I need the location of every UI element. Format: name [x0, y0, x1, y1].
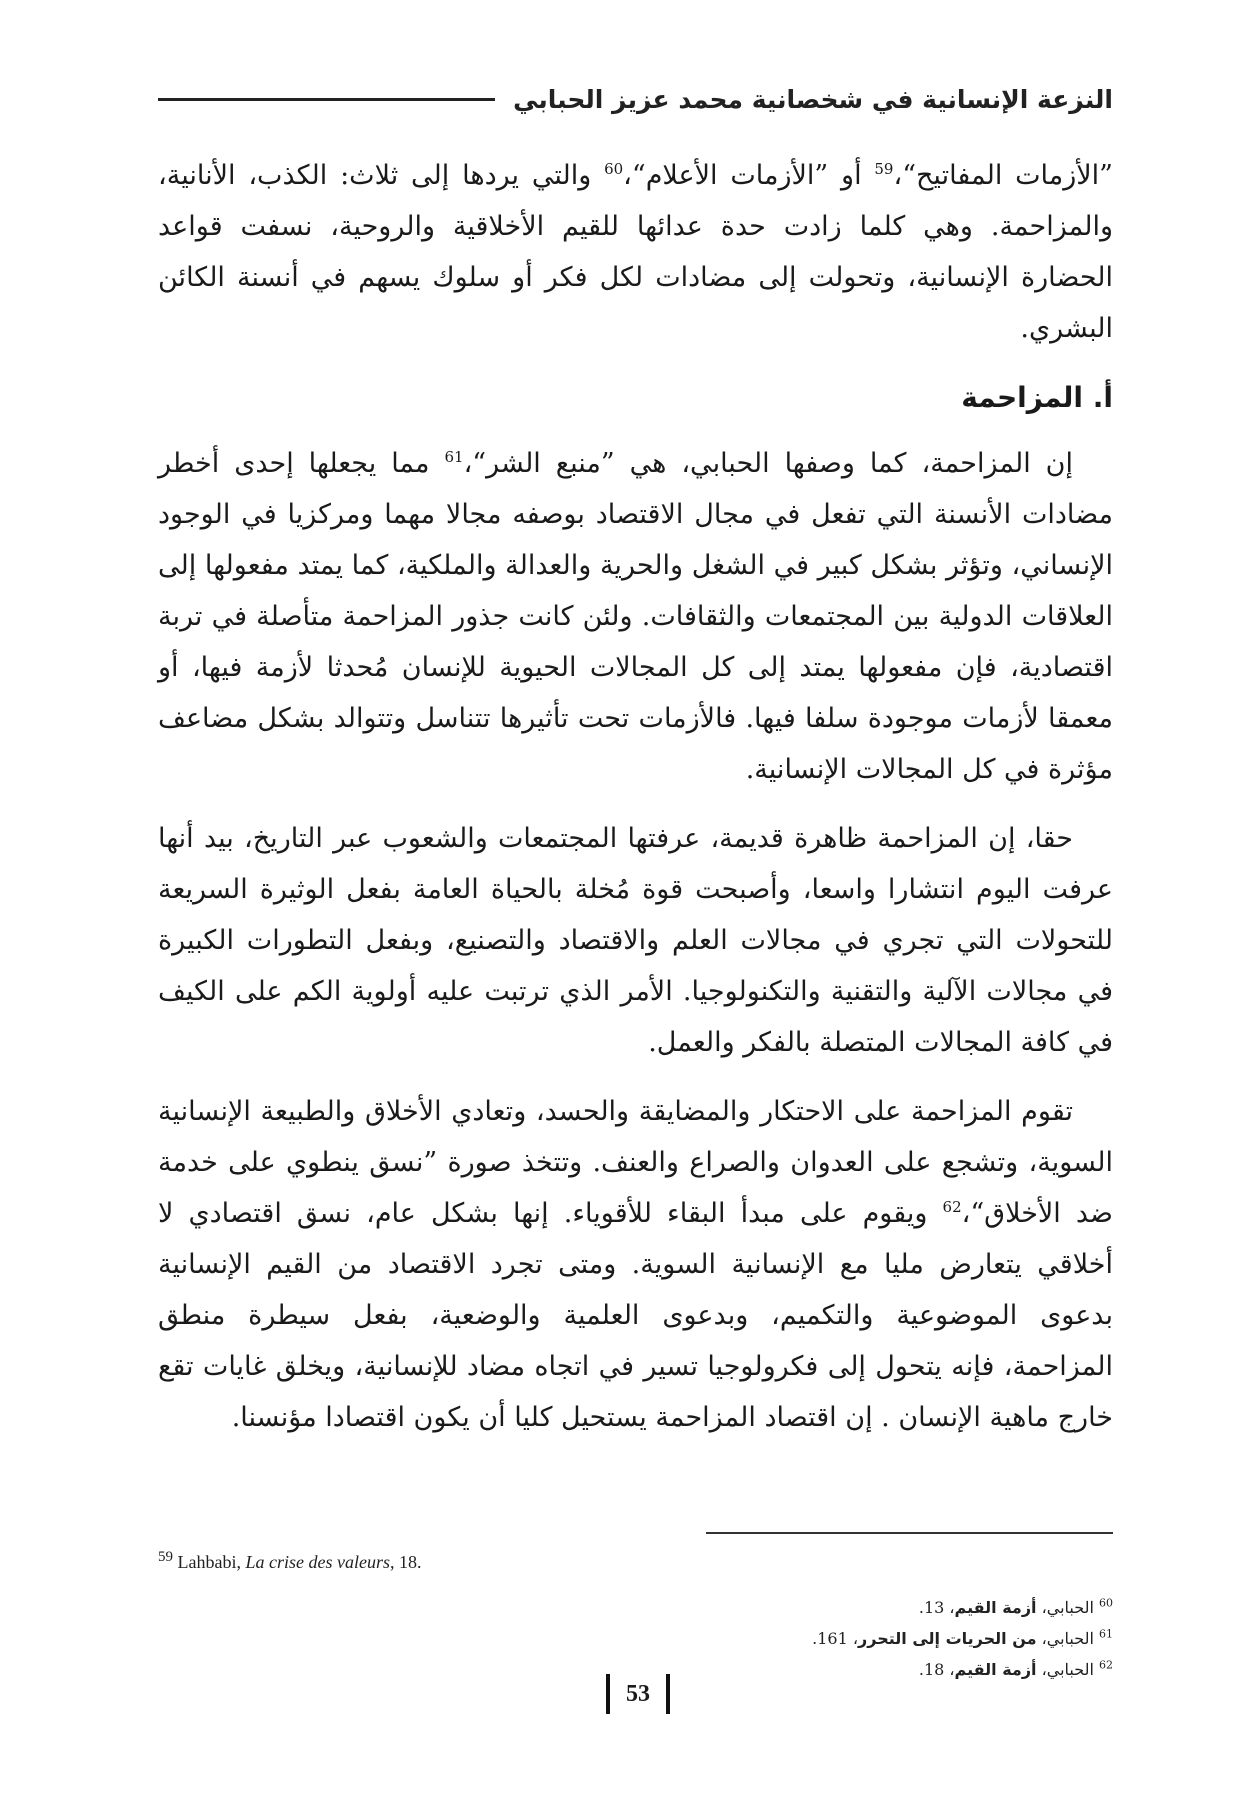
body-text [158, 150, 1113, 1461]
footnote-title: La crise des valeurs [245, 1552, 390, 1572]
footnote-author: الحبابي، [1036, 1598, 1094, 1617]
footnote-page: ، 18. [918, 1660, 955, 1679]
footnote-page: ، 13. [918, 1598, 955, 1617]
page-number: 53 [626, 1680, 650, 1707]
footnote-author: الحبابي، [1036, 1660, 1094, 1679]
paragraph-3-text-2: ويقوم على مبدأ البقاء للأقوياء. إنها بشكل عام، نسق اقتصادي لا أخلاقي يتعارض مليا مع الإنسانية السوية. ومتى تجرد الاقتصاد من القيم الإنسانية بدعوى الموضوعية والتكميم، وبدعوى العلمية والوضعية، بفعل سيطرة منطق المزاحمة، فإنه يتحول إلى فكرولوجيا تسير في اتجاه مضاد للإنسانية، ويخلق غايات تقع خارج ماهية الإنسان . إن اقتصاد المزاحمة يستحيل كليا أن يكون اقتصادا مؤنسنا. [158, 1198, 1113, 1433]
running-header [158, 82, 1113, 116]
footnote-title: أزمة القيم [954, 1598, 1037, 1617]
paragraph-2: حقا، إن المزاحمة ظاهرة قديمة، عرفتها المجتمعات والشعوب عبر التاريخ، بيد أنها عرفت اليوم انتشارا واسعا، وأصبحت قوة مُخلة بالحياة العامة بفعل الوثيرة السريعة للتحولات التي تجري في مجالات العلم والاقتصاد والتصنيع، وبفعل التطورات الكبيرة في مجالات الآلية والتقنية والتكنولوجيا. الأمر الذي ترتبت عليه أولوية الكم على الكيف في كافة المجالات المتصلة بالفكر والعمل. [158, 823, 1113, 1058]
page-number-block [596, 1672, 680, 1716]
footnote-number: 60 [1099, 1596, 1113, 1610]
footnote-page: , 18. [389, 1552, 422, 1572]
footnote-59 [158, 1549, 422, 1573]
footnote-rule [706, 1532, 1113, 1534]
footnote-number: 62 [1099, 1658, 1113, 1672]
footnote-author: الحبابي، [1036, 1629, 1094, 1648]
footnote-ref-62: 62 [942, 1198, 962, 1216]
paragraph-1-text-2: مما يجعلها إحدى أخطر مضادات الأنسنة التي تفعل في مجال الاقتصاد بوصفه مجالا مهما ومركزيا في الوجود الإنساني، وتؤثر بشكل كبير في الشغل والحرية والعدالة والملكية، كما يمتد مفعولها إلى العلاقات الدولية بين المجتمعات والثقافات. ولئن كانت جذور المزاحمة متأصلة في تربة اقتصادية، فإن مفعولها يمتد إلى كل المجالات الحيوية للإنسان مُحدثا لأزمة فيها، أو معمقا لأزمات موجودة سلفا فيها. فالأزمات تحت تأثيرها تتناسل وتتوالد بشكل مضاعف مؤثرة في كل المجالات الإنسانية. [158, 448, 1113, 785]
footnote-60 [158, 1592, 1113, 1623]
footnote-number: 61 [1099, 1627, 1113, 1641]
folio-bar-right [666, 1674, 670, 1714]
intro-text-3: والتي يردها إلى ثلاث: الكذب، الأنانية، والمزاحمة. وهي كلما زادت حدة عدائها للقيم الأخلاقية والروحية، نسفت قواعد الحضارة الإنسانية، وتحولت إلى مضادات لكل فكر أو سلوك يسهم في أنسنة الكائن البشري. [158, 160, 1113, 344]
footnote-61 [158, 1623, 1113, 1654]
footnote-ref-61: 61 [444, 448, 464, 466]
section-heading: أ. المزاحمة [961, 381, 1113, 414]
footnote-number: 59 [158, 1549, 173, 1565]
intro-text-1: ”الأزمات المفاتيح“، [893, 160, 1113, 191]
folio-bar-left [606, 1674, 610, 1714]
intro-text-2: أو ”الأزمات الأعلام“، [623, 160, 875, 191]
footnote-author: Lahbabi, [177, 1552, 246, 1572]
intro-paragraph [158, 150, 1113, 354]
footnote-title: أزمة القيم [954, 1660, 1037, 1679]
footnote-title: من الحريات إلى التحرر [858, 1629, 1037, 1648]
footnote-ref-59: 59 [874, 160, 894, 178]
paragraph-3 [158, 1086, 1113, 1443]
header-rule [158, 98, 495, 101]
paragraph-1-text-1: إن المزاحمة، كما وصفها الحبابي، هي ”منبع الشر“، [463, 448, 1073, 479]
paragraph-1 [158, 438, 1113, 795]
footnote-ref-60: 60 [604, 160, 624, 178]
paragraph-3-text-1: تقوم المزاحمة على الاحتكار والمضايقة والحسد، وتعادي الأخلاق والطبيعة الإنسانية السوية، وتشجع على العدوان والصراع والعنف. وتتخذ صورة ”نسق ينطوي على خدمة ضد الأخلاق“، [158, 1096, 1113, 1229]
running-title: النزعة الإنسانية في شخصانية محمد عزيز الحبابي [513, 84, 1113, 114]
footnote-page: ، 161. [812, 1629, 859, 1648]
